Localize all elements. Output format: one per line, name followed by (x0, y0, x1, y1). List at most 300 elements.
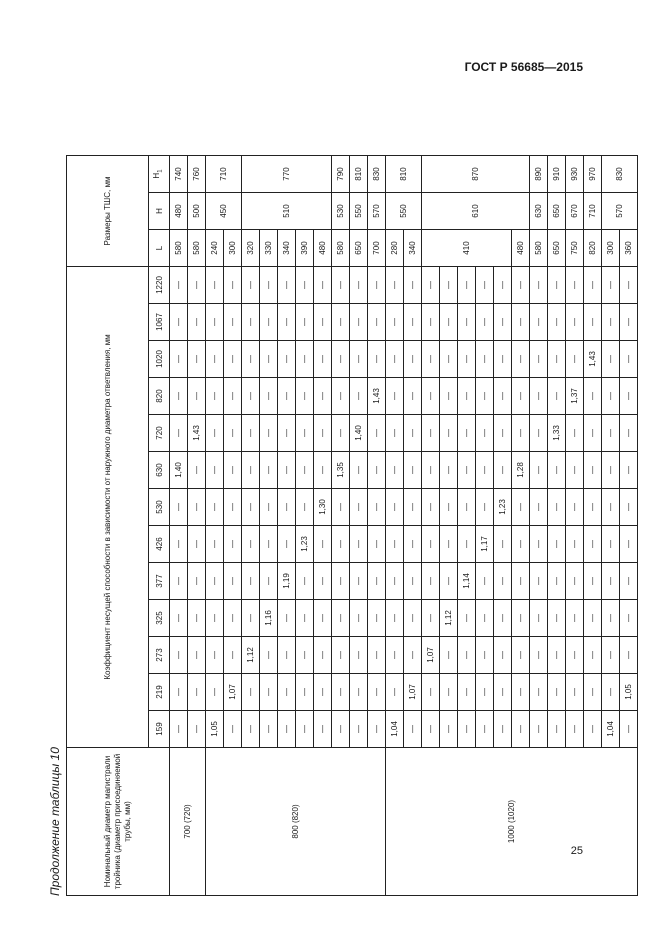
coeff-cell: — (404, 415, 422, 452)
coeff-cell: — (530, 600, 548, 637)
coeff-cell: — (458, 415, 476, 452)
coeff-cell: — (350, 600, 368, 637)
coeff-cell: — (512, 526, 530, 563)
size-header-h1-base: H (152, 172, 162, 179)
coeff-cell: — (296, 452, 314, 489)
size-cell-h1: 790 (332, 156, 350, 193)
coeff-cell: — (566, 452, 584, 489)
coeff-cell: — (314, 637, 332, 674)
coeff-cell: — (188, 674, 206, 711)
coeff-cell: — (170, 267, 188, 304)
coeff-cell: 1,40 (170, 452, 188, 489)
coeff-cell: — (188, 489, 206, 526)
coeff-cell: — (458, 600, 476, 637)
coeff-cell: — (566, 304, 584, 341)
coeff-cell: 1,05 (206, 711, 224, 748)
size-cell-l: 330 (260, 230, 278, 267)
header-nominal-diameter: Номинальный диаметр магистрали тройника (диаметр присоединяемой трубы, мм) (67, 748, 170, 896)
coeff-cell: — (332, 637, 350, 674)
coeff-cell: — (188, 526, 206, 563)
coeff-column-header: 1067 (149, 304, 170, 341)
coeff-column-header: 1020 (149, 341, 170, 378)
size-cell-h1: 810 (386, 156, 422, 193)
coeff-cell: — (494, 674, 512, 711)
size-cell-h: 500 (188, 193, 206, 230)
coeff-cell: — (386, 674, 404, 711)
coeff-cell: — (566, 674, 584, 711)
coeff-cell: — (278, 267, 296, 304)
coeff-cell: — (458, 304, 476, 341)
coeff-cell: — (404, 378, 422, 415)
coeff-cell: 1,07 (404, 674, 422, 711)
rotated-table-sheet (38, 86, 633, 896)
coeff-cell: — (548, 637, 566, 674)
coeff-cell: — (422, 415, 440, 452)
header-tsh-sizes: Размеры ТШС, мм (67, 156, 149, 267)
coeff-cell: — (404, 563, 422, 600)
coeff-cell: 1,05 (620, 674, 638, 711)
coeff-cell: — (224, 489, 242, 526)
coeff-cell: — (242, 563, 260, 600)
coeff-cell: — (440, 526, 458, 563)
coeff-cell: — (314, 600, 332, 637)
coeff-cell: — (260, 637, 278, 674)
size-cell-l: 280 (386, 230, 404, 267)
coeff-cell: — (224, 637, 242, 674)
coeff-cell: — (206, 674, 224, 711)
coeff-cell: — (422, 304, 440, 341)
coeff-cell: — (332, 600, 350, 637)
coeff-cell: — (242, 341, 260, 378)
coeff-cell: — (584, 674, 602, 711)
coeff-cell: — (566, 341, 584, 378)
standard-code: ГОСТ Р 56685—2015 (464, 60, 583, 74)
coeff-column-header: 820 (149, 378, 170, 415)
coeff-cell: 1,33 (548, 415, 566, 452)
coeff-cell: — (404, 711, 422, 748)
coeff-cell: — (494, 452, 512, 489)
coeff-cell: — (170, 526, 188, 563)
coeff-cell: — (404, 304, 422, 341)
size-header-h1-subscript: 1 (157, 169, 164, 173)
coeff-cell: — (476, 267, 494, 304)
coeff-cell: — (422, 674, 440, 711)
coeff-cell: — (386, 378, 404, 415)
coeff-cell: — (584, 304, 602, 341)
coeff-cell: — (584, 711, 602, 748)
coeff-cell: — (602, 378, 620, 415)
coeff-cell: — (332, 304, 350, 341)
coeff-cell: — (350, 267, 368, 304)
coeff-cell: — (440, 563, 458, 600)
coeff-cell: — (584, 378, 602, 415)
size-cell-l: 580 (332, 230, 350, 267)
coeff-cell: — (368, 304, 386, 341)
coeff-cell: — (224, 452, 242, 489)
coeff-cell: — (530, 378, 548, 415)
size-cell-l: 300 (602, 230, 620, 267)
coeff-cell: — (188, 341, 206, 378)
coeff-cell: — (620, 637, 638, 674)
coeff-cell: — (386, 637, 404, 674)
coeff-cell: — (602, 304, 620, 341)
size-cell-h1: 710 (206, 156, 242, 193)
nominal-diameter-cell: 700 (720) (170, 748, 206, 896)
coeff-cell: — (476, 637, 494, 674)
size-cell-l: 580 (188, 230, 206, 267)
size-cell-h: 670 (566, 193, 584, 230)
size-cell-h: 510 (242, 193, 332, 230)
coeff-cell: 1,16 (260, 600, 278, 637)
coeff-cell: 1,23 (494, 489, 512, 526)
coeff-cell: — (458, 526, 476, 563)
coeff-cell: — (494, 526, 512, 563)
coeff-cell: — (314, 267, 332, 304)
coeff-cell: — (350, 563, 368, 600)
coeff-cell: — (620, 600, 638, 637)
coeff-cell: — (440, 489, 458, 526)
coeff-cell: — (368, 711, 386, 748)
coeff-cell: — (206, 600, 224, 637)
coeff-cell: — (602, 452, 620, 489)
coeff-cell: — (368, 563, 386, 600)
coeff-cell: — (350, 452, 368, 489)
size-cell-l: 240 (206, 230, 224, 267)
coeff-cell: — (512, 489, 530, 526)
coeff-cell: 1,30 (314, 489, 332, 526)
size-cell-h: 650 (548, 193, 566, 230)
coeff-column-header: 273 (149, 637, 170, 674)
coeff-cell: — (332, 267, 350, 304)
size-cell-l: 340 (404, 230, 422, 267)
coeff-cell: — (422, 341, 440, 378)
coeff-cell: — (512, 341, 530, 378)
coeff-cell: — (422, 711, 440, 748)
coeff-cell: — (224, 563, 242, 600)
coeff-column-header: 630 (149, 452, 170, 489)
coeff-cell: — (602, 267, 620, 304)
coeff-cell: — (386, 526, 404, 563)
size-header-l: L (149, 230, 170, 267)
size-cell-h1: 970 (584, 156, 602, 193)
coeff-cell: — (296, 415, 314, 452)
size-cell-l: 650 (350, 230, 368, 267)
coeff-cell: — (422, 600, 440, 637)
coeff-cell: — (188, 637, 206, 674)
coeff-cell: — (440, 452, 458, 489)
coeff-cell: — (458, 341, 476, 378)
coeff-cell: — (314, 378, 332, 415)
coeff-cell: — (512, 711, 530, 748)
coeff-column-header: 530 (149, 489, 170, 526)
coeff-cell: — (260, 711, 278, 748)
coeff-cell: — (620, 341, 638, 378)
coeff-cell: — (530, 526, 548, 563)
coeff-column-header: 720 (149, 415, 170, 452)
coeff-cell: — (566, 415, 584, 452)
table-row (386, 156, 404, 896)
coeff-cell: — (224, 415, 242, 452)
coeff-cell: — (296, 711, 314, 748)
coeff-cell: — (242, 711, 260, 748)
coeff-cell: — (224, 600, 242, 637)
coeff-cell: — (314, 304, 332, 341)
coeff-cell: 1,14 (458, 563, 476, 600)
coeff-cell: — (404, 267, 422, 304)
coeff-cell: 1,43 (188, 415, 206, 452)
coeff-cell: — (314, 415, 332, 452)
coeff-cell: — (188, 378, 206, 415)
coeff-cell: — (494, 600, 512, 637)
coeff-cell: — (422, 452, 440, 489)
coeff-cell: — (548, 341, 566, 378)
coeff-cell: — (332, 378, 350, 415)
coeff-cell: — (188, 600, 206, 637)
coeff-cell: — (584, 267, 602, 304)
coeff-cell: — (170, 637, 188, 674)
coeff-cell: 1,40 (350, 415, 368, 452)
coeff-cell: — (476, 711, 494, 748)
coeff-cell: — (260, 267, 278, 304)
coeff-cell: — (494, 267, 512, 304)
size-cell-h: 710 (584, 193, 602, 230)
coeff-cell: — (278, 304, 296, 341)
coeff-cell: — (278, 415, 296, 452)
coeff-cell: — (512, 674, 530, 711)
coeff-cell: — (170, 341, 188, 378)
coeff-cell: — (278, 600, 296, 637)
coeff-cell: — (458, 378, 476, 415)
coeff-cell: — (260, 526, 278, 563)
coeff-cell: — (458, 674, 476, 711)
coeff-cell: — (386, 341, 404, 378)
coeff-cell: — (188, 304, 206, 341)
capacity-table (66, 155, 638, 896)
size-cell-h1: 810 (350, 156, 368, 193)
coeff-cell: — (494, 711, 512, 748)
size-cell-l: 300 (224, 230, 242, 267)
coeff-cell: — (386, 452, 404, 489)
coeff-cell: 1,35 (332, 452, 350, 489)
coeff-cell: — (224, 341, 242, 378)
coeff-cell: — (602, 415, 620, 452)
coeff-cell: — (512, 600, 530, 637)
coeff-cell: 1,23 (296, 526, 314, 563)
coeff-cell: 1,37 (566, 378, 584, 415)
coeff-cell: — (206, 526, 224, 563)
coeff-cell: — (458, 267, 476, 304)
coeff-cell: — (404, 452, 422, 489)
coeff-cell: — (260, 304, 278, 341)
coeff-cell: — (476, 378, 494, 415)
coeff-cell: — (584, 489, 602, 526)
coeff-cell: — (314, 711, 332, 748)
coeff-cell: — (458, 489, 476, 526)
coeff-cell: — (206, 304, 224, 341)
coeff-cell: — (314, 341, 332, 378)
coeff-cell: — (206, 341, 224, 378)
coeff-cell: — (260, 341, 278, 378)
coeff-column-header: 219 (149, 674, 170, 711)
coeff-cell: — (548, 711, 566, 748)
coeff-cell: — (584, 415, 602, 452)
coeff-cell: — (224, 267, 242, 304)
size-cell-l: 360 (620, 230, 638, 267)
coeff-cell: — (170, 304, 188, 341)
coeff-cell: — (296, 489, 314, 526)
size-cell-h: 530 (332, 193, 350, 230)
table-row (170, 156, 188, 896)
coeff-cell: — (530, 304, 548, 341)
coeff-cell: — (602, 600, 620, 637)
coeff-cell: — (368, 452, 386, 489)
coeff-cell: — (566, 637, 584, 674)
coeff-cell: — (206, 267, 224, 304)
coeff-cell: — (566, 600, 584, 637)
coeff-cell: — (278, 489, 296, 526)
coeff-cell: — (278, 711, 296, 748)
coeff-cell: — (242, 378, 260, 415)
size-header-h: H (149, 193, 170, 230)
coeff-cell: — (242, 489, 260, 526)
coeff-cell: — (476, 452, 494, 489)
coeff-cell: — (296, 267, 314, 304)
coeff-cell: — (494, 415, 512, 452)
coeff-cell: — (602, 637, 620, 674)
coeff-cell: — (296, 341, 314, 378)
coeff-cell: — (602, 489, 620, 526)
coeff-cell: — (584, 563, 602, 600)
coeff-cell: — (476, 304, 494, 341)
coeff-cell: — (404, 637, 422, 674)
size-cell-h1: 930 (566, 156, 584, 193)
coeff-cell: — (530, 341, 548, 378)
coeff-cell: — (602, 526, 620, 563)
coeff-cell: — (296, 600, 314, 637)
coeff-cell: — (512, 563, 530, 600)
size-cell-h1: 740 (170, 156, 188, 193)
size-cell-l: 390 (296, 230, 314, 267)
coeff-cell: — (440, 267, 458, 304)
coeff-cell: — (278, 341, 296, 378)
coeff-cell: — (530, 267, 548, 304)
coeff-cell: — (296, 563, 314, 600)
coeff-cell: — (224, 304, 242, 341)
coeff-cell: 1,04 (386, 711, 404, 748)
size-cell-l: 700 (368, 230, 386, 267)
coeff-cell: — (350, 341, 368, 378)
coeff-cell: — (620, 711, 638, 748)
coeff-cell: — (332, 341, 350, 378)
coeff-cell: — (458, 637, 476, 674)
coeff-cell: — (368, 341, 386, 378)
size-cell-h: 550 (386, 193, 422, 230)
coeff-cell: — (242, 415, 260, 452)
coeff-cell: — (512, 267, 530, 304)
coeff-cell: — (404, 526, 422, 563)
coeff-cell: — (476, 489, 494, 526)
coeff-cell: — (332, 526, 350, 563)
coeff-cell: — (530, 452, 548, 489)
coeff-cell: — (494, 341, 512, 378)
coeff-cell: — (332, 563, 350, 600)
coeff-cell: — (584, 526, 602, 563)
size-cell-h1: 910 (548, 156, 566, 193)
coeff-cell: — (512, 637, 530, 674)
size-cell-h: 630 (530, 193, 548, 230)
coeff-cell: — (440, 341, 458, 378)
coeff-cell: — (386, 267, 404, 304)
coeff-cell: — (440, 674, 458, 711)
coeff-cell: — (224, 526, 242, 563)
coeff-column-header: 325 (149, 600, 170, 637)
coeff-cell: — (620, 563, 638, 600)
coeff-cell: — (332, 489, 350, 526)
size-cell-h1: 760 (188, 156, 206, 193)
coeff-cell: — (476, 563, 494, 600)
coeff-cell: — (350, 711, 368, 748)
coeff-cell: — (620, 489, 638, 526)
coeff-cell: — (350, 674, 368, 711)
coeff-cell: — (296, 378, 314, 415)
coeff-cell: — (242, 452, 260, 489)
coeff-cell: 1,07 (422, 637, 440, 674)
coeff-cell: — (368, 674, 386, 711)
coeff-cell: — (494, 378, 512, 415)
size-cell-h1: 890 (530, 156, 548, 193)
coeff-cell: — (566, 267, 584, 304)
coeff-cell: — (188, 563, 206, 600)
coeff-cell: — (170, 711, 188, 748)
coeff-cell: 1,43 (584, 341, 602, 378)
coeff-cell: — (548, 267, 566, 304)
coeff-cell: — (566, 526, 584, 563)
coeff-cell: — (368, 415, 386, 452)
coeff-cell: 1,43 (368, 378, 386, 415)
coeff-cell: — (494, 304, 512, 341)
coeff-cell: — (278, 674, 296, 711)
coeff-cell: — (620, 267, 638, 304)
coeff-cell: — (296, 637, 314, 674)
coeff-cell: — (602, 563, 620, 600)
coeff-cell: — (278, 637, 296, 674)
coeff-cell: — (206, 563, 224, 600)
coeff-cell: — (386, 304, 404, 341)
coeff-cell: — (458, 452, 476, 489)
coeff-cell: 1,19 (278, 563, 296, 600)
page-number: 25 (570, 845, 583, 857)
coeff-cell: — (224, 711, 242, 748)
coeff-cell: — (422, 489, 440, 526)
coeff-cell: — (458, 711, 476, 748)
nominal-diameter-cell: 1000 (1020) (386, 748, 638, 896)
size-cell-h1: 830 (368, 156, 386, 193)
coeff-cell: — (494, 563, 512, 600)
coeff-cell: — (548, 600, 566, 637)
coeff-cell: — (422, 378, 440, 415)
size-cell-h: 450 (206, 193, 242, 230)
coeff-cell: — (188, 267, 206, 304)
coeff-cell: 1,07 (224, 674, 242, 711)
coeff-cell: — (548, 526, 566, 563)
coeff-cell: — (206, 415, 224, 452)
coeff-cell: — (566, 563, 584, 600)
coeff-cell: — (206, 378, 224, 415)
coeff-cell: — (260, 674, 278, 711)
size-cell-h: 480 (170, 193, 188, 230)
size-cell-l: 340 (278, 230, 296, 267)
coeff-cell: — (620, 415, 638, 452)
